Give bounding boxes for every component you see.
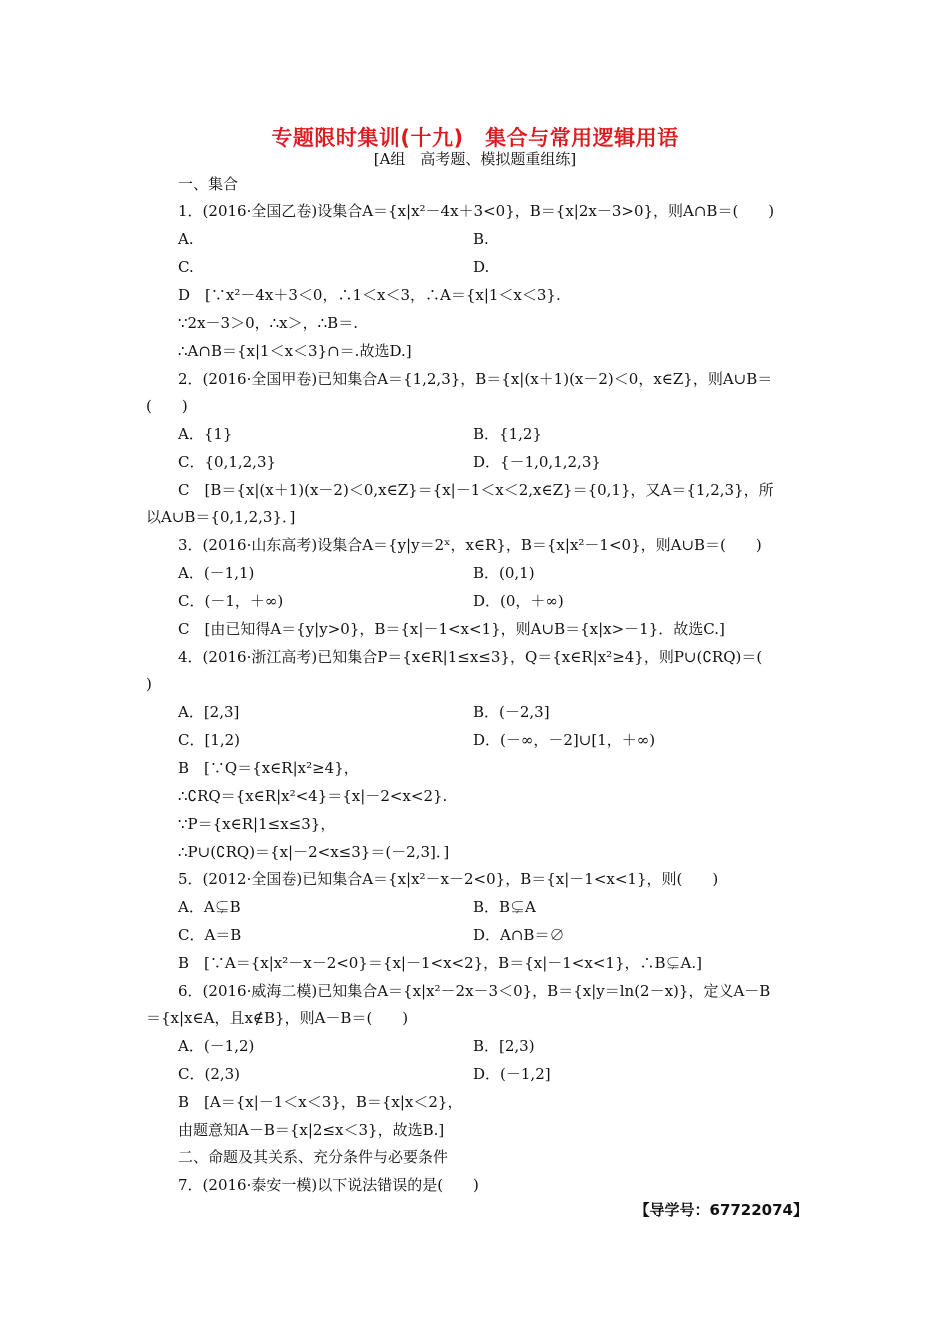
line-q6-s2: 由题意知A－B＝{x|2≤x＜3}，故选B.] [178,1121,445,1139]
option-q6-d: D．(－1,2] [473,1065,551,1083]
option-q5-d: D．A∩B＝∅ [473,926,565,944]
line-q4-s1: B [∵Q＝{x∈R|x²≥4}， [178,759,359,777]
option-q4-d: D．(－∞，－2]∪[1，＋∞) [473,731,656,749]
line-q5-a: A．A⊊B [178,898,241,916]
line-sec1: 一、集合 [178,175,239,193]
line-q1-s1: D [∵x²－4x＋3＜0，∴1＜x＜3，∴A＝{x|1＜x＜3}. [178,286,561,304]
option-q1-b: B. [473,230,489,248]
line-q7: 7．(2016·泰安一模)以下说法错误的是( ) [178,1176,479,1194]
line-q2-s2: 以A∪B＝{0,1,2,3}．] [146,508,296,526]
line-q4-s2: ∴∁RQ＝{x∈R|x²<4}＝{x|－2<x<2}. [178,787,448,805]
line-q4-a: A．[2,3] [178,703,240,721]
option-q3-b: B．(0,1) [473,564,535,582]
line-q4-b: ) [146,675,152,693]
line-q5-s1: B [∵A＝{x|x²－x－2<0}＝{x|－1<x<2}，B＝{x|－1<x<1}，∴B⊊A.] [178,954,702,972]
option-q2-bopt: B．{1,2} [473,425,542,443]
line-q2: 2．(2016·全国甲卷)已知集合A＝{1,2,3}，B＝{x|(x＋1)(x－2)＜0，x∈Z}，则A∪B＝ [178,370,773,388]
line-q2-b: ( ) [146,397,188,415]
option-q4-bopt: B．(－2,3] [473,703,550,721]
option-q1-d: D. [473,258,490,276]
option-q2-d: D．{－1,0,1,2,3} [473,453,601,471]
line-q3-s1: C [由已知得A＝{y|y>0}，B＝{x|－1<x<1}，则A∪B＝{x|x>－1}．故选C.] [178,620,725,638]
line-sec2: 二、命题及其关系、充分条件与必要条件 [178,1148,449,1166]
line-q4-s4: ∴P∪(∁RQ)＝{x|－2<x≤3}＝(－2,3]．] [178,843,450,861]
option-q6-bopt: B．[2,3) [473,1037,535,1055]
line-q6-s1: B [A＝{x|－1＜x＜3}，B＝{x|x＜2}， [178,1093,463,1111]
option-q5-b: B．B⊊A [473,898,536,916]
line-q2-c: C．{0,1,2,3} [178,453,277,471]
line-q5-c: C．A＝B [178,926,242,944]
line-q6: 6．(2016·威海二模)已知集合A＝{x|x²－2x－3＜0}，B＝{x|y＝ln(2－x)}，定义A－B [178,982,771,1000]
line-q1-c: C. [178,258,194,276]
line-q6-a: A．(－1,2) [178,1037,255,1055]
line-q1-a: A. [178,230,194,248]
line-q4-c: C．[1,2) [178,731,241,749]
line-q1-s2: ∵2x－3＞0，∴x＞，∴B＝. [178,314,358,332]
page-subtitle: [A组 高考题、模拟题重组练] [373,150,577,168]
line-q1: 1．(2016·全国乙卷)设集合A＝{x|x²－4x＋3<0}，B＝{x|2x－3>0}，则A∩B＝( ) [178,202,775,220]
line-q3-a: A．(－1,1) [178,564,255,582]
line-q2-a: A．{1} [178,425,233,443]
line-q4: 4．(2016·浙江高考)已知集合P＝{x∈R|1≤x≤3}，Q＝{x∈R|x²≥4}，则P∪(∁RQ)＝( [178,648,763,666]
line-q2-s1: C [B＝{x|(x＋1)(x－2)＜0,x∈Z}＝{x|－1＜x＜2,x∈Z}＝{0,1}，又A＝{1,2,3}，所 [178,481,774,499]
option-q3-d: D．(0，＋∞) [473,592,564,610]
page-title: 专题限时集训(十九) 集合与常用逻辑用语 [271,126,679,150]
guide-number: 【导学号：67722074】 [634,1201,808,1219]
line-q6-c: C．(2,3) [178,1065,241,1083]
line-q6-b: ＝{x|x∈A，且x∉B}，则A－B＝( ) [146,1009,409,1027]
line-q3: 3．(2016·山东高考)设集合A＝{y|y＝2ˣ，x∈R}，B＝{x|x²－1<0}，则A∪B＝( ) [178,536,762,554]
line-q1-s3: ∴A∩B＝{x|1＜x＜3}∩＝.故选D.] [178,342,412,360]
line-q5: 5．(2012·全国卷)已知集合A＝{x|x²－x－2<0}，B＝{x|－1<x<1}，则( ) [178,870,719,888]
line-q4-s3: ∵P＝{x∈R|1≤x≤3}， [178,815,336,833]
line-q3-c: C．(－1，＋∞) [178,592,284,610]
